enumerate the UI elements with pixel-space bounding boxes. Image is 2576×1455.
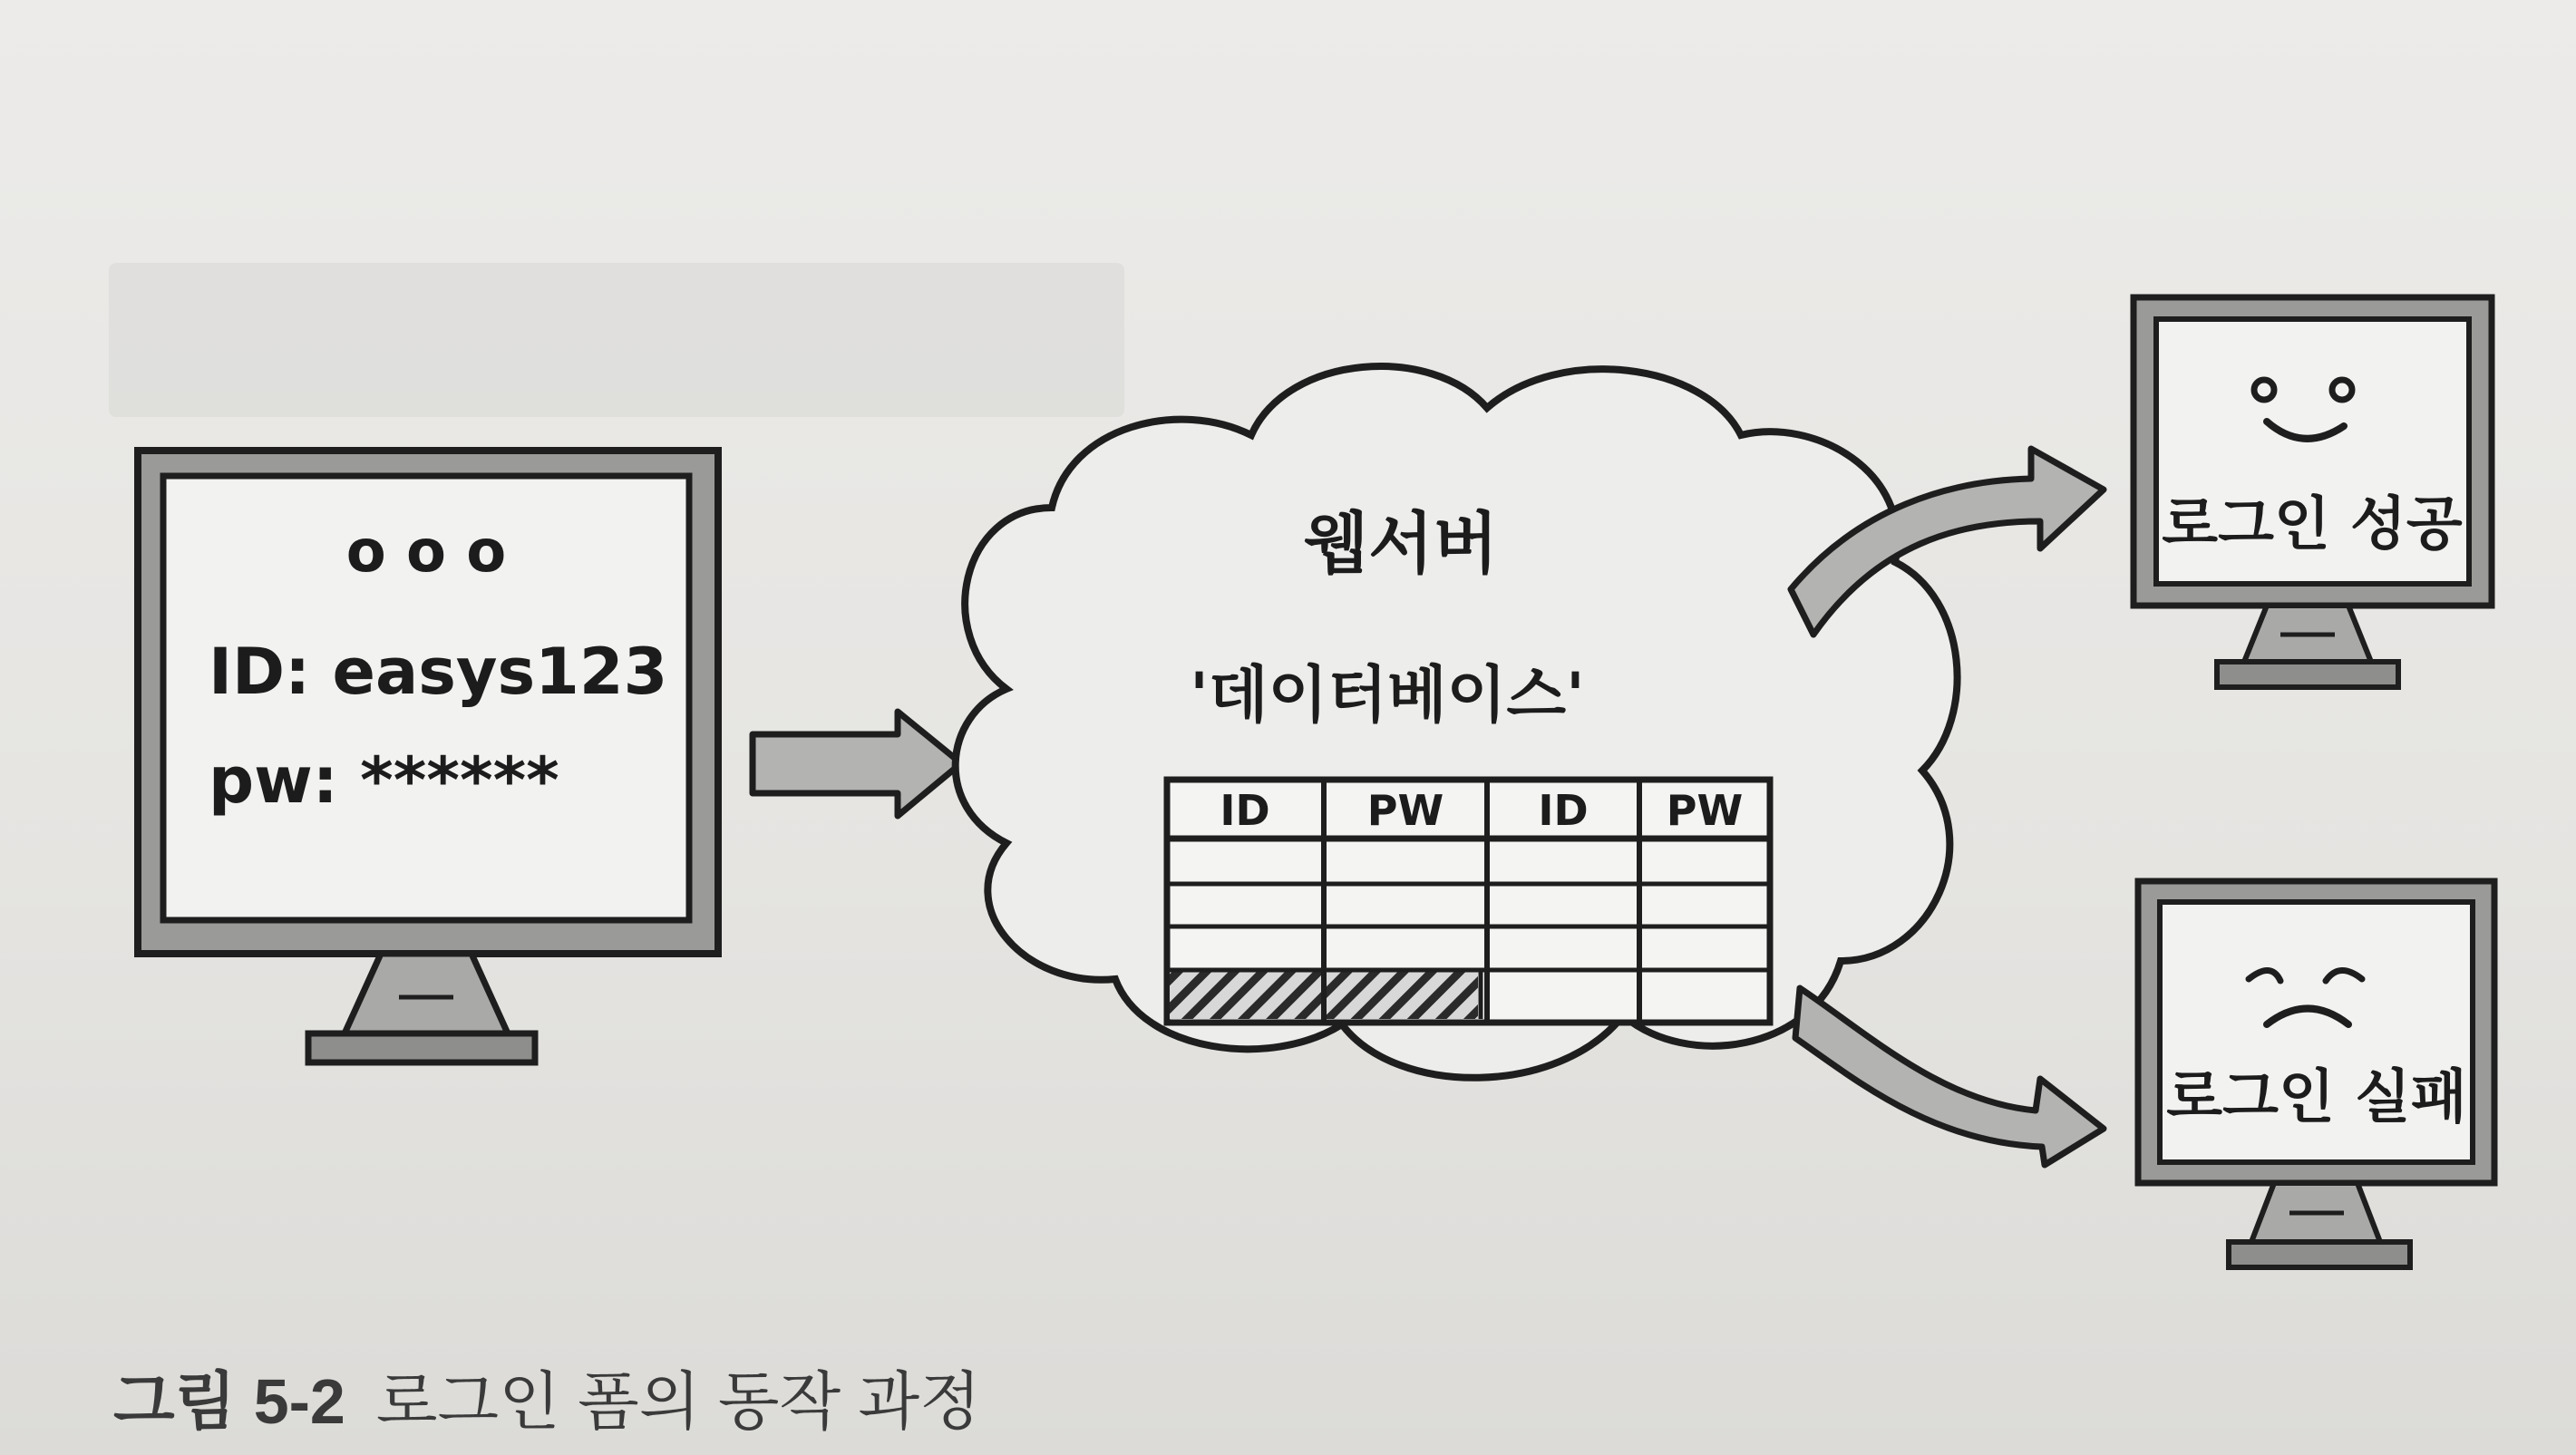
figure-number: 그림 5-2: [113, 1366, 345, 1437]
success-label: 로그인 성공: [2162, 491, 2463, 558]
table-header-pw-2: PW: [1666, 786, 1744, 835]
database-label: '데이터베이스': [1190, 660, 1585, 732]
web-server-title: 웹서버: [1303, 505, 1499, 583]
table-header-id-2: ID: [1538, 786, 1589, 835]
failure-label: 로그인 실패: [2166, 1064, 2467, 1131]
password-dots: o o o: [345, 519, 507, 586]
figure-caption: [113, 1351, 981, 1442]
success-monitor: [2134, 297, 2492, 687]
failure-monitor: [2138, 881, 2494, 1267]
client-monitor: [138, 451, 718, 1062]
id-field-text: ID: easys123: [209, 635, 668, 709]
table-header-pw-1: PW: [1366, 786, 1444, 835]
arrow-to-failure: [1795, 988, 2104, 1165]
table-header-id-1: ID: [1220, 786, 1270, 835]
arrow-to-server: [753, 712, 961, 816]
database-table: [1167, 780, 1770, 1023]
pw-field-text: pw: ******: [209, 743, 559, 818]
figure-title: 로그인 폼의 동작 과정: [375, 1366, 981, 1437]
